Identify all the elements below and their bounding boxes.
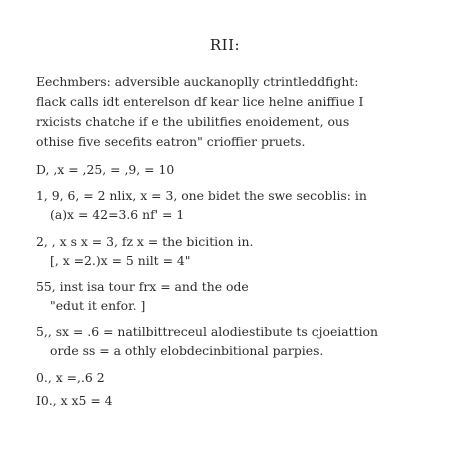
equation-line: 55, inst isa tour frx = and the ode	[36, 279, 249, 294]
paragraph-line: rxicists chatche if e the ubilitfies enoidement, ous	[36, 114, 350, 129]
equation-line: 1, 9, 6, = 2 nlix, x = 3, one bidet the swe secoblis: in	[36, 188, 367, 203]
equation-line: 2, , x s x = 3, fz x = the bicition in.	[36, 234, 254, 249]
equation-subline: (a)x = 42=3.6 nf' = 1	[50, 207, 185, 222]
equation-subline: orde ss = a othly elobdecinbitional parpies.	[50, 343, 324, 358]
paragraph-line: othise five secefits eatron" crioffier pruets.	[36, 134, 306, 149]
paragraph-line: flack calls idt enterelson df kear lice helne aniffiue I	[36, 94, 364, 109]
equation-line: 5,, sx = .6 = natilbittreceul alodiestibute ts cjoeiattion	[36, 324, 378, 339]
intro-paragraph	[36, 72, 416, 152]
equation-subline: "edut it enfor. ]	[50, 298, 146, 313]
document-title: RII:	[209, 36, 241, 54]
equation-subline: [, x =2.)x = 5 nilt = 4"	[50, 253, 191, 268]
equation-line: I0., x x5 = 4	[36, 393, 113, 408]
equation-line: 0., x =,.6 2	[36, 370, 105, 385]
paragraph-line: Eechmbers: adversible auckanoplly ctrintleddfight:	[36, 74, 359, 89]
equation-line: D, ,x = ,25, = ,9, = 10	[36, 162, 175, 177]
